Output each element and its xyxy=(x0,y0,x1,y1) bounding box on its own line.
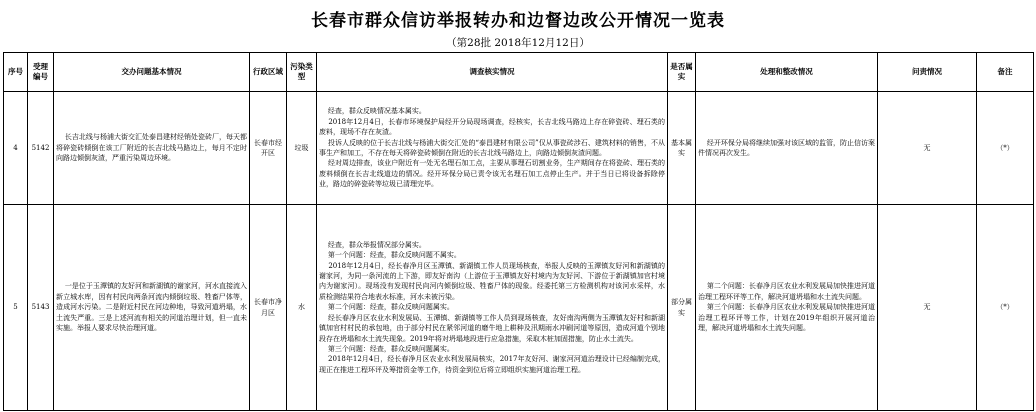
cell-handling: 经开环保分局将继续加强对该区域的监管，防止信访案件情况再次发生。 xyxy=(696,92,878,205)
cell-accountability: 无 xyxy=(878,92,977,205)
cell-seq: 5 xyxy=(4,205,28,411)
cell-region: 长春市经开区 xyxy=(250,92,287,205)
cell-region: 长春市净月区 xyxy=(250,205,287,411)
col-header-seq: 序号 xyxy=(4,53,28,92)
report-table xyxy=(3,52,1034,411)
cell-remark: （*） xyxy=(977,205,1034,411)
batch-date: （第28批 2018年12月12日） xyxy=(446,37,590,49)
table-row xyxy=(4,205,1034,411)
cell-seq: 4 xyxy=(4,92,28,205)
cell-case-no: 5143 xyxy=(28,205,54,411)
table-row xyxy=(4,92,1034,205)
cell-handling: 第二个问题：长春净月区农业水利发展局加快推进河道治理工程环评等工作，解决河道坍塌和水土流失问题。 第三个问题：长春净月区农业水利发展局加快推进河道治理工程环评等工作，计划在2019年组织开展河道治理，解决河道坍塌和水土流失问题。 xyxy=(696,205,878,411)
table-header-row xyxy=(4,53,1034,92)
page-title: 长春市群众信访举报转办和边督边改公开情况一览表 xyxy=(311,11,725,31)
cell-issue: 长吉北线与杨浦大街交汇处泰昌建材经销处瓷砖厂，每天都将碎瓷砖倾倒在该工厂附近的长吉北线马路边上，每月不定时向路边倾倒灰渣，严重污染周边环境。 xyxy=(54,92,250,205)
col-header-issue: 交办问题基本情况 xyxy=(54,53,250,92)
cell-investigation: 经查，群众反映情况基本属实。 2018年12月4日，长春市环境保护局经开分局现场调查，经核实，长吉北线马路边上存在碎瓷砖、理石类的废料，现场不存在灰渣。 投诉人反映的位于长吉北线与杨浦大街交汇处的“泰昌建材有限公司”仅从事瓷砖涉石、建筑材料的销售，不从事生产和加工，不存在每天将碎瓷砖倾倒在附近的长吉北线马路边上，向路边倾倒灰渣问题。 经对周边排查，该业户附近有一处无名理石加工点，主要从事理石切割业务，生产期间存在将瓷砖、理石类的废料倾倒在长吉北线道边的情况。经开环保分局已责令该无名理石加工点停止生产。并于当日已将设备拆除停业，路边的碎瓷砖等垃圾已清理完毕。 xyxy=(317,92,668,205)
col-header-region: 行政区域 xyxy=(250,53,287,92)
col-header-remark: 备注 xyxy=(977,53,1034,92)
col-header-verified: 是否属实 xyxy=(668,53,696,92)
cell-verified: 部分属实 xyxy=(668,205,696,411)
cell-pollution: 垃圾 xyxy=(287,92,317,205)
cell-verified: 基本属实 xyxy=(668,92,696,205)
col-header-accountability: 问责情况 xyxy=(878,53,977,92)
col-header-handling: 处理和整改情况 xyxy=(696,53,878,92)
cell-issue: 一是位于玉潭镇的友好河和新湖镇的谢家河，河水直接流入新立城水库，因有村民向两条河流内倾倒垃圾、牲畜尸体等，造成河水污染。二是附近村民在河边种地，导致河道坍塌，水土流失严重。三是上述河流有相关的河道治理计划，但一直未实施。举报人要求尽快治理河道。 xyxy=(54,205,250,411)
cell-pollution: 水 xyxy=(287,205,317,411)
cell-remark: （*） xyxy=(977,92,1034,205)
col-header-pollution: 污染类型 xyxy=(287,53,317,92)
cell-accountability: 无 xyxy=(878,205,977,411)
col-header-investigation: 调查核实情况 xyxy=(317,53,668,92)
col-header-case-no: 受理编号 xyxy=(28,53,54,92)
cell-case-no: 5142 xyxy=(28,92,54,205)
cell-investigation: 经查，群众举报情况部分属实。 第一个问题：经查，群众反映问题不属实。 2018年12月4日，经长春净月区玉潭镇、新湖镇工作人员现场核查，举报人反映的玉潭镇友好河和新湖镇的谢家河，为同一条河流的上下游，即友好南沟（上游位于玉潭镇友好村境内为友好河、下游位于新湖镇加官村境内为谢家河）。现场没有发现村民向河内倾倒垃圾、牲畜尸体的现象。经委托第三方检测机构对该河水采样，水质检测结果符合地表水标准，河水未被污染。 第二个问题：经查，群众反映问题属实。 经长春净月区农业水利发展局、玉潭镇、新湖镇等工作人员到现场核查，友好南沟两侧为玉潭镇友好村和新湖镇加官村村民的承包地，由于部分村民在紧邻河道的磨牛地上耕种及汛期雨水冲刷河道等原因，造成河道个别地段存在坍塌和水土流失现象。2019年将对坍塌地段进行应急措施，采取木桩加固措施，防止水土流失。 第三个问题：经查，群众反映问题属实。 2018年12月4日，经长春净月区农业水利发展局核实，2017年友好河、谢家河河道治理设计已经编制完成，现正在推进工程环评及筹措资金等工作，待资金到位后将立即组织实施河道治理工程。 xyxy=(317,205,668,411)
